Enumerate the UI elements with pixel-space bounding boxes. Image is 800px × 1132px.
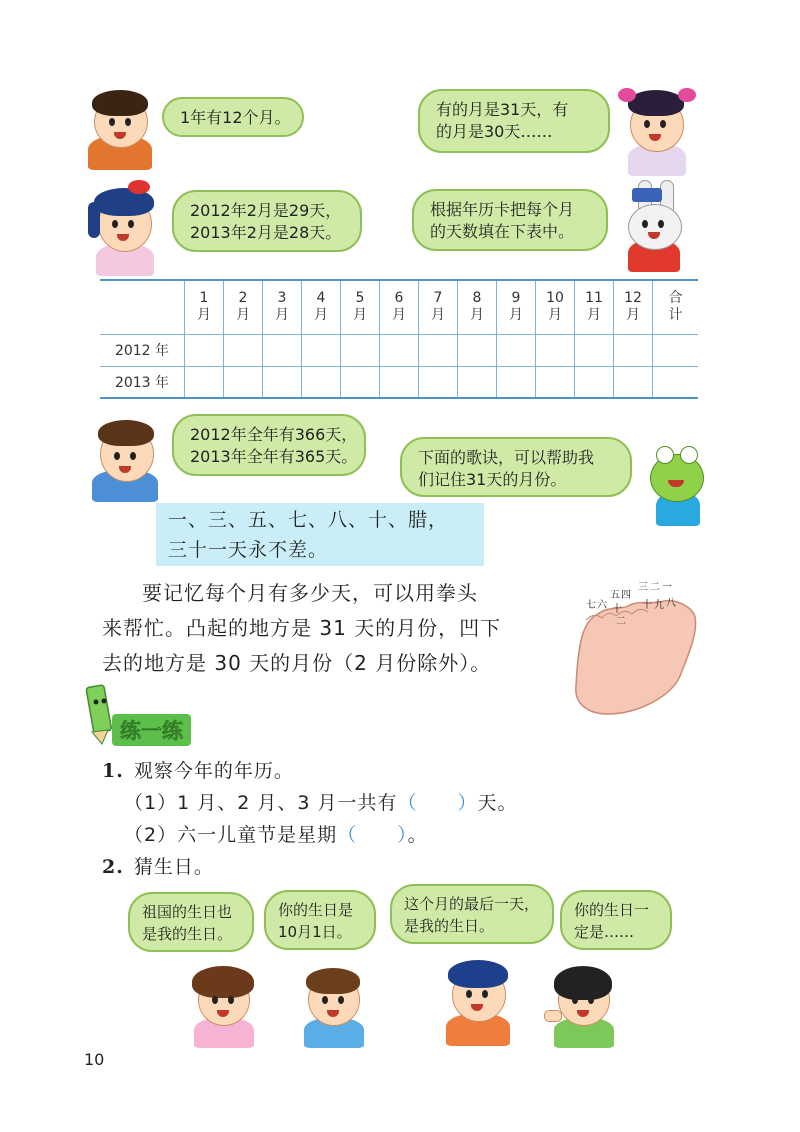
girl-character (618, 84, 696, 176)
table-row-2013 (100, 366, 698, 398)
bubble-line: 有的月是31天，有 (436, 100, 569, 119)
speech-bubble-guess-3 (390, 884, 554, 944)
pencil-icon (82, 680, 116, 746)
blank-cell (224, 366, 263, 398)
paragraph-line: 去的地方是 30 天的月份（2 月份除外）。 (102, 651, 492, 675)
speech-bubble-guess-1 (128, 892, 254, 952)
bubble-line: 们记住31天的月份。 (418, 470, 567, 489)
question-text: 猜生日。 (133, 856, 214, 878)
blank-cell (419, 334, 458, 366)
paragraph-line: 来帮忙。凸起的地方是 31 天的月份，凹下 (102, 616, 502, 640)
knuckle-label: 五 (610, 590, 620, 601)
month-header: 11 月 (575, 280, 614, 334)
knuckle-label: 七 (586, 600, 596, 611)
bubble-line: 1年有12个月。 (180, 108, 291, 127)
blank-cell (653, 334, 699, 366)
month-header: 3 月 (263, 280, 302, 334)
speech-bubble-instruction (412, 189, 608, 251)
blank-cell (341, 334, 380, 366)
table-corner-cell (100, 280, 185, 334)
row-label: 2012 年 (100, 334, 185, 366)
boy-character-blue (88, 418, 162, 502)
question-1-part-1 (124, 790, 518, 816)
rhyme-line: 一、三、五、七、八、十、腊， (168, 509, 449, 531)
girl-character-bow (88, 180, 160, 276)
blank-cell (575, 334, 614, 366)
rabbit-character (618, 180, 688, 272)
girl-character-green (544, 962, 618, 1048)
question-text: 观察今年的年历。 (133, 760, 294, 782)
boy-character-blue-2 (298, 964, 368, 1048)
month-days-table (100, 279, 698, 399)
question-2 (102, 854, 214, 880)
bubble-line: 祖国的生日也 (142, 903, 233, 921)
blank-cell (185, 334, 224, 366)
answer-blank[interactable]: （ ） (337, 824, 408, 846)
paragraph-line: 要记忆每个月有多少天，可以用拳头 (142, 581, 478, 605)
table-row-2012 (100, 334, 698, 366)
frog-character (646, 446, 706, 526)
question-text: （1）1 月、2 月、3 月一共有 (124, 792, 398, 814)
speech-bubble-rhyme-hint (400, 437, 632, 497)
knuckle-label: 二 (650, 582, 660, 593)
question-1 (102, 758, 294, 784)
blank-cell (536, 366, 575, 398)
month-header: 10 月 (536, 280, 575, 334)
bubble-line: 10月1日。 (278, 923, 352, 941)
blank-cell (185, 366, 224, 398)
bubble-line: 根据年历卡把每个月 (430, 200, 575, 219)
blank-cell (614, 366, 653, 398)
blank-cell (224, 334, 263, 366)
month-header: 4 月 (302, 280, 341, 334)
month-header: 9 月 (497, 280, 536, 334)
bubble-line: 你的生日是 (278, 901, 354, 919)
bubble-line: 你的生日一 (574, 901, 650, 919)
blank-cell (614, 334, 653, 366)
bubble-line: 2012年2月是29天， (190, 201, 342, 220)
bubble-line: 2013年2月是28天。 (190, 223, 342, 242)
bubble-line: 下面的歌诀，可以帮助我 (418, 448, 595, 467)
fist-illustration (568, 576, 708, 716)
question-1-part-2 (124, 822, 428, 848)
rhyme-line: 三十一天永不差。 (168, 539, 329, 561)
blank-cell (497, 334, 536, 366)
question-text: 天。 (477, 792, 518, 814)
bubble-line: 的天数填在下表中。 (430, 222, 575, 241)
speech-bubble-year-days (172, 414, 366, 476)
page-number: 10 (84, 1050, 105, 1069)
knuckle-method-paragraph (102, 576, 562, 681)
practice-section-title: 练一练 (112, 714, 191, 746)
row-label: 2013 年 (100, 366, 185, 398)
bubble-line: 的月是30天…… (436, 122, 553, 141)
month-header: 2 月 (224, 280, 263, 334)
knuckle-label: 十 (612, 604, 622, 615)
answer-blank[interactable]: （ ） (397, 792, 478, 814)
speech-bubble-guess-2 (264, 890, 376, 950)
speech-bubble-month-lengths (418, 89, 610, 153)
month-header: 12 月 (614, 280, 653, 334)
blank-cell (302, 366, 341, 398)
bubble-line: 2013年全年有365天。 (190, 447, 358, 466)
table-header-row (100, 280, 698, 334)
bubble-line: 是我的生日。 (142, 925, 233, 943)
speech-bubble-february (172, 190, 362, 252)
speech-bubble-guess-4 (560, 890, 672, 950)
knuckle-label: 八 (666, 598, 676, 609)
blank-cell (458, 334, 497, 366)
question-number: 2. (102, 856, 124, 878)
knuckle-label: 二 (616, 616, 626, 627)
question-number: 1. (102, 760, 124, 782)
blank-cell (341, 366, 380, 398)
blank-cell (380, 334, 419, 366)
bubble-line: 定是…… (574, 923, 635, 941)
blank-cell (575, 366, 614, 398)
bubble-line: 这个月的最后一天， (404, 895, 540, 913)
girl-character-pink (188, 962, 258, 1048)
blank-cell (419, 366, 458, 398)
blank-cell (263, 366, 302, 398)
blank-cell (653, 366, 699, 398)
knuckle-label: 一 (662, 582, 672, 593)
blank-cell (263, 334, 302, 366)
blank-cell (458, 366, 497, 398)
bubble-line: 是我的生日。 (404, 917, 495, 935)
boy-character-orange (440, 956, 516, 1046)
question-text: 。 (407, 824, 428, 846)
month-header: 6 月 (380, 280, 419, 334)
boy-character (82, 86, 162, 170)
blank-cell (380, 366, 419, 398)
blank-cell (497, 366, 536, 398)
month-header: 1 月 (185, 280, 224, 334)
blank-cell (302, 334, 341, 366)
speech-bubble-months (162, 97, 304, 137)
blank-cell (536, 334, 575, 366)
knuckle-label: 四 (621, 590, 631, 601)
knuckle-label: 十 (642, 600, 652, 611)
month-header: 7 月 (419, 280, 458, 334)
knuckle-label: 六 (597, 600, 607, 611)
knuckle-label: 三 (638, 582, 648, 593)
bubble-line: 2012年全年有366天， (190, 425, 358, 444)
knuckle-label: 九 (654, 600, 664, 611)
month-header: 8 月 (458, 280, 497, 334)
total-header: 合 计 (653, 280, 699, 334)
month-rhyme-box (156, 503, 484, 566)
question-text: （2）六一儿童节是星期 (124, 824, 338, 846)
month-header: 5 月 (341, 280, 380, 334)
